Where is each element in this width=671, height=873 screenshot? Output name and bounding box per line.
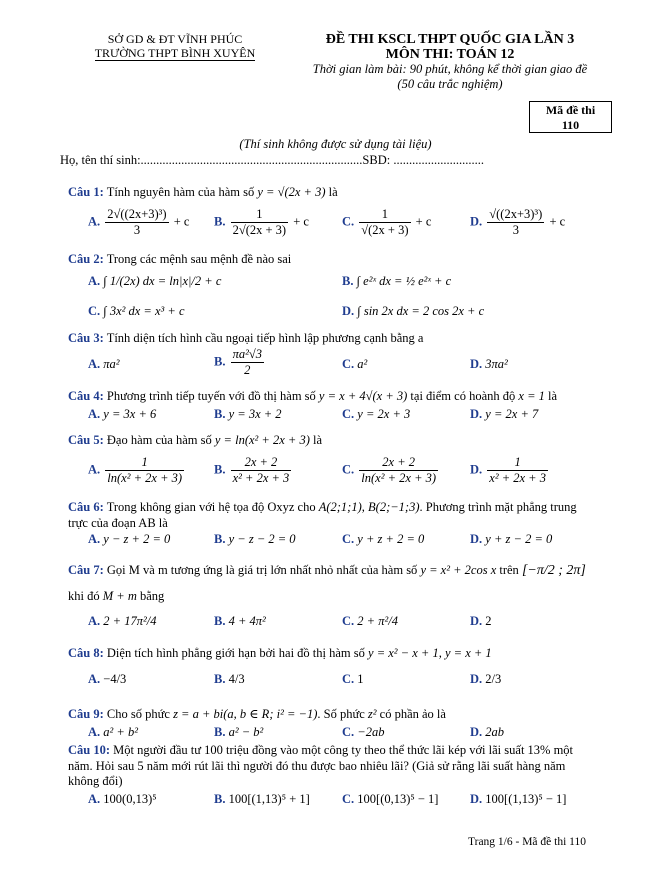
option-b[interactable]: B. y − z − 2 = 0 [214, 532, 296, 546]
option-b[interactable]: B. $\frac{2x + 2}{\text{x² + 2x + 3}}$ [214, 455, 290, 485]
option-b[interactable]: B. 100[(1,13)⁵ + 1] [214, 792, 310, 806]
option-c[interactable]: C. $\frac{2x + 2}{\text{ln(x² + 2x + 3)}}$ [342, 455, 437, 485]
question-7: Câu 7: Gọi M và m tương ứng là giá trị lớn nhất nhỏ nhất của hàm số y = x² + 2cos x trên [−π/2 ; 2π] [68, 563, 586, 578]
question-3: Câu 3: Tính diện tích hình cầu ngoại tiếp hình lập phương cạnh bằng a [68, 331, 424, 345]
exam-code-box [529, 101, 612, 133]
question-10-line3: không đổi) [68, 774, 123, 788]
option-a[interactable]: A. 2 + 17π²/4 [88, 614, 157, 628]
option-b[interactable]: B. y = 3x + 2 [214, 407, 282, 421]
option-c[interactable]: C. 1 [342, 672, 364, 686]
option-d[interactable]: D. 3πa² [470, 357, 508, 371]
option-c[interactable]: C. a² [342, 357, 368, 371]
option-a[interactable]: A. $\frac{1}{\text{ln(x² + 2x + 3)}}$ [88, 455, 183, 485]
frac: $\frac{2x + 2}{\text{ln(x² + 2x + 3)}}$ [361, 455, 437, 485]
option-b[interactable]: B. $\frac{\text{πa²√3}}{2}$ [214, 347, 262, 377]
option-c[interactable]: C. ∫ 3x² dx = x³ + c [88, 304, 185, 318]
q-fn: y = √(2x + 3) [257, 185, 326, 199]
option-d[interactable]: D. 2/3 [470, 672, 502, 686]
question-2: Câu 2: Trong các mệnh sau mệnh đề nào sai [68, 252, 292, 266]
question-9: Câu 9: Cho số phức z = a + bi(a, b ∈ R; i² = −1). Số phức z² có phần ảo là [68, 707, 446, 721]
header-right [290, 32, 610, 92]
exam-subject: MÔN THI: TOÁN 12 [385, 47, 515, 62]
option-a[interactable]: A. a² + b² [88, 725, 138, 739]
exam-code-label: Mã đề thi [545, 103, 596, 117]
question-10-line2: năm. Hỏi sau 5 năm mới rút lãi thì người đó thu được bao nhiêu lãi? (Giả sử rằng lãi suất hàng năm [68, 759, 566, 773]
exam-count: (50 câu trắc nghiệm) [397, 77, 503, 91]
school-name: TRƯỜNG THPT BÌNH XUYÊN [94, 46, 256, 60]
option-a[interactable]: A. y − z + 2 = 0 [88, 532, 171, 546]
frac: $\frac{1}{2√(2x + 3)}$ [232, 207, 287, 237]
option-a[interactable]: A. y = 3x + 6 [88, 407, 157, 421]
option-b[interactable]: B. 4/3 [214, 672, 245, 686]
option-a[interactable]: A. 100(0,13)⁵ [88, 792, 157, 806]
dept-name: SỞ GD & ĐT VĨNH PHÚC [107, 32, 243, 46]
option-d[interactable]: D. $\frac{1}{\text{x² + 2x + 3}}$ [470, 455, 546, 485]
option-c[interactable]: C. 2 + π²/4 [342, 614, 398, 628]
page-footer: Trang 1/6 - Mã đề thi 110 [468, 836, 586, 848]
question-8: Câu 8: Diện tích hình phẳng giới hạn bởi hai đồ thị hàm số y = x² − x + 1, y = x + 1 [68, 646, 492, 660]
candidate-line: Họ, tên thí sinh:.......................................................................SBD: ............................. [60, 153, 484, 167]
option-a[interactable]: A. πa² [88, 357, 120, 371]
exam-title: ĐỀ THI KSCL THPT QUỐC GIA LẦN 3 [325, 32, 575, 47]
option-c[interactable]: C. y + z + 2 = 0 [342, 532, 425, 546]
option-c[interactable]: C. $\frac{1}{√(2x + 3)}$ + c [342, 207, 432, 237]
option-b[interactable]: B. $\frac{1}{2√(2x + 3)}$ + c [214, 207, 309, 237]
question-10: Câu 10: Một người đầu tư 100 triệu đồng vào một công ty theo thể thức lãi kép với lãi suất 13% một [68, 743, 574, 757]
option-b[interactable]: B. 4 + 4π² [214, 614, 266, 628]
option-d[interactable]: D. $\frac{\text{√((2x+3)³)}}{3}$ + c [470, 207, 566, 237]
frac: $\frac{2x + 2}{\text{x² + 2x + 3}}$ [232, 455, 290, 485]
frac: $\frac{\text{2√((2x+3)³)}}{3}$ [107, 207, 167, 237]
option-d[interactable]: D. y = 2x + 7 [470, 407, 539, 421]
question-6: Câu 6: Trong không gian với hệ tọa độ Oxyz cho A(2;1;1), B(2;−1;3). Phương trình mặt phẳng trung [68, 500, 577, 514]
question-6-line2: trực của đoạn AB là [68, 516, 168, 530]
question-1 [68, 185, 338, 200]
option-c[interactable]: C. 100[(0,13)⁵ − 1] [342, 792, 439, 806]
option-d[interactable]: D. 100[(1,13)⁵ − 1] [470, 792, 567, 806]
option-a[interactable]: A. ∫ 1/(2x) dx = ln|x|/2 + c [88, 274, 222, 288]
frac: $\frac{\text{√((2x+3)³)}}{3}$ [489, 207, 543, 237]
option-d[interactable]: D. 2 [470, 614, 492, 628]
option-b[interactable]: B. ∫ e²ˣ dx = ½ e²ˣ + c [342, 274, 452, 288]
exam-code: 110 [561, 118, 580, 132]
frac: $\frac{1}{\text{x² + 2x + 3}}$ [489, 455, 546, 485]
question-5: Câu 5: Đạo hàm của hàm số y = ln(x² + 2x + 3) là [68, 433, 323, 447]
option-c[interactable]: C. y = 2x + 3 [342, 407, 411, 421]
question-4: Câu 4: Phương trình tiếp tuyến với đồ thị hàm số y = x + 4√(x + 3) tại điểm có hoành độ x = 1 là [68, 389, 558, 403]
question-7-line2: khi đó M + m bằng [68, 589, 165, 603]
option-d[interactable]: D. ∫ sin 2x dx = 2 cos 2x + c [342, 304, 485, 318]
option-b[interactable]: B. a² − b² [214, 725, 264, 739]
frac: $\frac{1}{\text{ln(x² + 2x + 3)}}$ [107, 455, 183, 485]
option-c[interactable]: C. −2ab [342, 725, 385, 739]
header-left [60, 32, 290, 61]
option-a[interactable]: A. −4/3 [88, 672, 127, 686]
q-label: Câu 1: [68, 185, 104, 199]
frac: $\frac{1}{√(2x + 3)}$ [361, 207, 409, 237]
option-d[interactable]: D. 2ab [470, 725, 505, 739]
exam-duration: Thời gian làm bài: 90 phút, không kể thời gian giao đề [312, 62, 588, 76]
option-d[interactable]: D. y + z − 2 = 0 [470, 532, 553, 546]
option-a[interactable]: A. $\frac{\text{2√((2x+3)³)}}{3}$ + c [88, 207, 190, 237]
q-tail: là [328, 185, 338, 199]
note: (Thí sinh không được sử dụng tài liệu) [239, 137, 432, 151]
q-text: Tính nguyên hàm của hàm số [106, 185, 255, 199]
frac: $\frac{\text{πa²√3}}{2}$ [232, 347, 262, 377]
